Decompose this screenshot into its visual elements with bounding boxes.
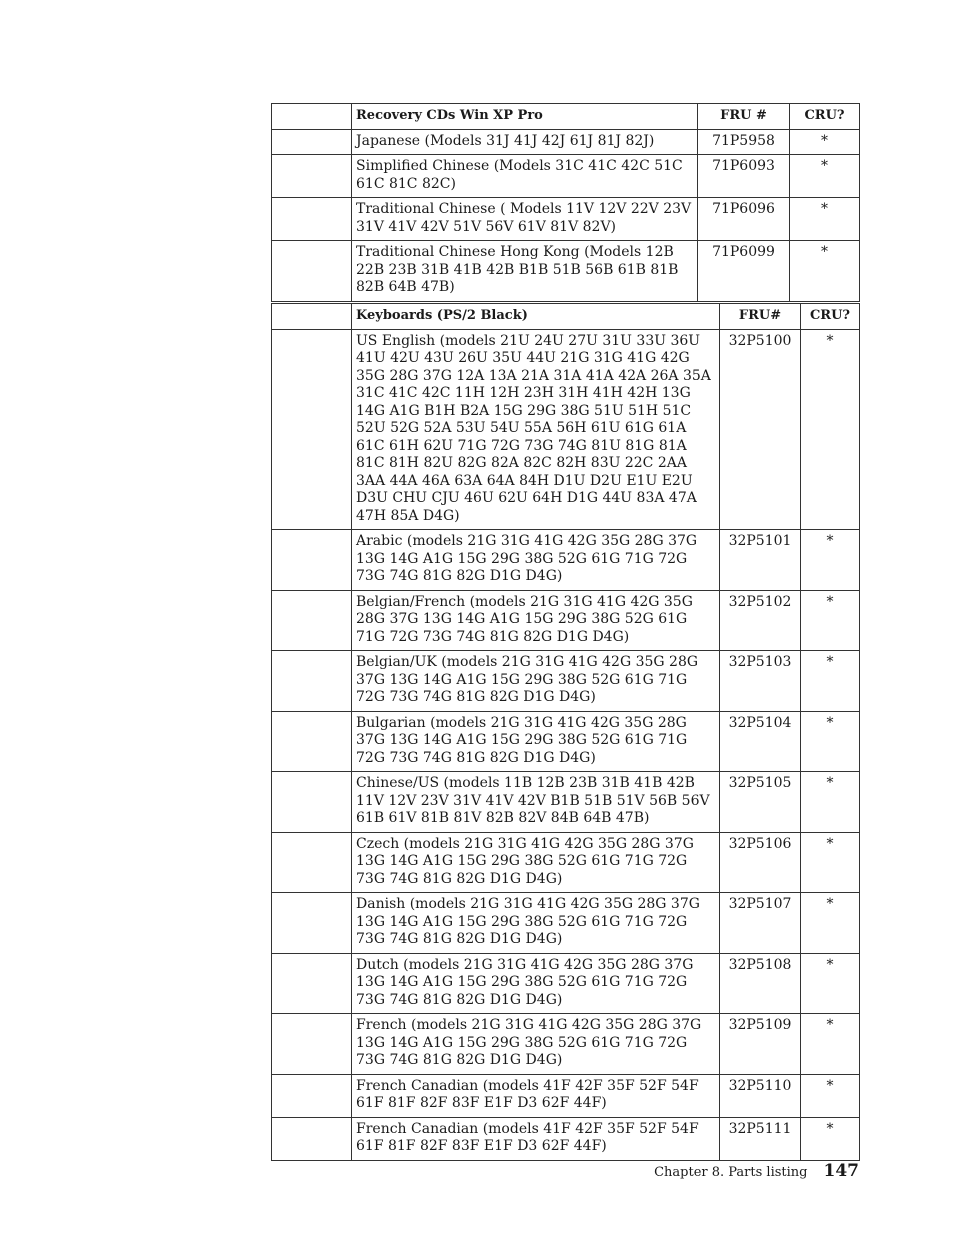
row-blank-cell [272, 198, 352, 241]
row-cru: * [801, 711, 860, 772]
row-cru: * [801, 651, 860, 712]
table-row [272, 129, 860, 155]
row-blank-cell [272, 1014, 352, 1075]
row-fru: 32P5110 [720, 1074, 801, 1117]
row-fru: 71P6096 [698, 198, 790, 241]
row-fru: 32P5104 [720, 711, 801, 772]
table-row [272, 198, 860, 241]
row-cru: * [801, 1074, 860, 1117]
row-cru: * [801, 953, 860, 1014]
row-fru: 32P5108 [720, 953, 801, 1014]
row-blank-cell [272, 832, 352, 893]
row-description: Belgian/UK (models 21G 31G 41G 42G 35G 28G 37G 13G 14G A1G 15G 29G 38G 52G 61G 71G 72G 73G 74G 81G 82G D1G D4G) [352, 651, 720, 712]
row-fru: 71P6099 [698, 241, 790, 302]
row-fru: 71P5958 [698, 129, 790, 155]
header-description: Keyboards (PS/2 Black) [352, 304, 720, 330]
table-row [272, 651, 860, 712]
header-cru: CRU? [801, 304, 860, 330]
table-header-row [272, 104, 860, 130]
row-blank-cell [272, 711, 352, 772]
row-cru: * [801, 1117, 860, 1160]
row-blank-cell [272, 241, 352, 302]
row-description: Czech (models 21G 31G 41G 42G 35G 28G 37G 13G 14G A1G 15G 29G 38G 52G 61G 71G 72G 73G 74G 81G 82G D1G D4G) [352, 832, 720, 893]
row-cru: * [790, 241, 860, 302]
table-row [272, 772, 860, 833]
table-row [272, 893, 860, 954]
row-fru: 32P5101 [720, 530, 801, 591]
row-blank-cell [272, 329, 352, 530]
header-fru: FRU# [720, 304, 801, 330]
row-description: Dutch (models 21G 31G 41G 42G 35G 28G 37G 13G 14G A1G 15G 29G 38G 52G 61G 71G 72G 73G 74G 81G 82G D1G D4G) [352, 953, 720, 1014]
row-cru: * [801, 832, 860, 893]
row-cru: * [790, 155, 860, 198]
page-number: 147 [823, 1161, 859, 1181]
row-cru: * [790, 129, 860, 155]
row-fru: 32P5100 [720, 329, 801, 530]
row-cru: * [801, 329, 860, 530]
table-header-row [272, 304, 860, 330]
header-cru: CRU? [790, 104, 860, 130]
table-row [272, 530, 860, 591]
row-description: Simplified Chinese (Models 31C 41C 42C 51C 61C 81C 82C) [352, 155, 698, 198]
chapter-title: Chapter 8. Parts listing [654, 1165, 808, 1180]
row-blank-cell [272, 530, 352, 591]
row-blank-cell [272, 129, 352, 155]
row-blank-cell [272, 590, 352, 651]
row-fru: 32P5109 [720, 1014, 801, 1075]
row-description: Belgian/French (models 21G 31G 41G 42G 35G 28G 37G 13G 14G A1G 15G 29G 38G 52G 61G 71G 72G 73G 74G 81G 82G D1G D4G) [352, 590, 720, 651]
table-row [272, 155, 860, 198]
row-fru: 32P5105 [720, 772, 801, 833]
row-fru: 32P5106 [720, 832, 801, 893]
recovery-cds-table [271, 103, 860, 302]
row-description: Japanese (Models 31J 41J 42J 61J 81J 82J) [352, 129, 698, 155]
table-row [272, 953, 860, 1014]
row-description: French (models 21G 31G 41G 42G 35G 28G 37G 13G 14G A1G 15G 29G 38G 52G 61G 71G 72G 73G 74G 81G 82G D1G D4G) [352, 1014, 720, 1075]
row-blank-cell [272, 1074, 352, 1117]
row-cru: * [801, 530, 860, 591]
row-cru: * [790, 198, 860, 241]
row-blank-cell [272, 1117, 352, 1160]
row-description: Arabic (models 21G 31G 41G 42G 35G 28G 37G 13G 14G A1G 15G 29G 38G 52G 61G 71G 72G 73G 74G 81G 82G D1G D4G) [352, 530, 720, 591]
row-description: Danish (models 21G 31G 41G 42G 35G 28G 37G 13G 14G A1G 15G 29G 38G 52G 61G 71G 72G 73G 74G 81G 82G D1G D4G) [352, 893, 720, 954]
row-blank-cell [272, 953, 352, 1014]
header-blank [272, 304, 352, 330]
table-row [272, 590, 860, 651]
table-row [272, 832, 860, 893]
row-fru: 32P5107 [720, 893, 801, 954]
table-row [272, 711, 860, 772]
row-description: French Canadian (models 41F 42F 35F 52F 54F 61F 81F 82F 83F E1F D3 62F 44F) [352, 1117, 720, 1160]
row-fru: 32P5103 [720, 651, 801, 712]
table-row [272, 1074, 860, 1117]
row-blank-cell [272, 772, 352, 833]
row-description: Chinese/US (models 11B 12B 23B 31B 41B 42B 11V 12V 23V 31V 41V 42V B1B 51B 51V 56B 56V 61B 61V 81B 81V 82B 82V 84B 64B 47B) [352, 772, 720, 833]
header-blank [272, 104, 352, 130]
header-description: Recovery CDs Win XP Pro [352, 104, 698, 130]
header-fru: FRU # [698, 104, 790, 130]
row-cru: * [801, 772, 860, 833]
row-fru: 71P6093 [698, 155, 790, 198]
table-row [272, 329, 860, 530]
table-row [272, 241, 860, 302]
row-blank-cell [272, 155, 352, 198]
row-description: US English (models 21U 24U 27U 31U 33U 36U 41U 42U 43U 26U 35U 44U 21G 31G 41G 42G 35G 28G 37G 12A 13A 21A 31A 41A 42A 26A 35A 31C 41C 42C 11H 12H 23H 31H 41H 42H 13G 14G A1G B1H B2A 15G 29G 38G 51U 51H 51C 52U 52G 52A 53U 54U 55A 56H 61U 61G 61A 61C 61H 62U 71G 72G 73G 74G 81U 81G 81A 81C 81H 82U 82G 82A 82C 82H 83U 22C 2AA 3AA 44A 46A 63A 64A 84H D1U D2U E1U E2U D3U CHU CJU 46U 62U 64H D1G 44U 83A 47A 47H 85A D4G) [352, 329, 720, 530]
row-blank-cell [272, 651, 352, 712]
row-fru: 32P5102 [720, 590, 801, 651]
row-description: Traditional Chinese ( Models 11V 12V 22V 23V 31V 41V 42V 51V 56V 61V 81V 82V) [352, 198, 698, 241]
row-description: French Canadian (models 41F 42F 35F 52F 54F 61F 81F 82F 83F E1F D3 62F 44F) [352, 1074, 720, 1117]
row-blank-cell [272, 893, 352, 954]
keyboard-rows [272, 329, 860, 1160]
row-fru: 32P5111 [720, 1117, 801, 1160]
row-cru: * [801, 590, 860, 651]
table-row [272, 1014, 860, 1075]
row-cru: * [801, 893, 860, 954]
row-cru: * [801, 1014, 860, 1075]
page-footer [654, 1161, 859, 1181]
keyboards-table [271, 303, 860, 1161]
recovery-rows [272, 129, 860, 301]
table-row [272, 1117, 860, 1160]
row-description: Bulgarian (models 21G 31G 41G 42G 35G 28G 37G 13G 14G A1G 15G 29G 38G 52G 61G 71G 72G 73G 74G 81G 82G D1G D4G) [352, 711, 720, 772]
row-description: Traditional Chinese Hong Kong (Models 12B 22B 23B 31B 41B 42B B1B 51B 56B 61B 81B 82B 64B 47B) [352, 241, 698, 302]
